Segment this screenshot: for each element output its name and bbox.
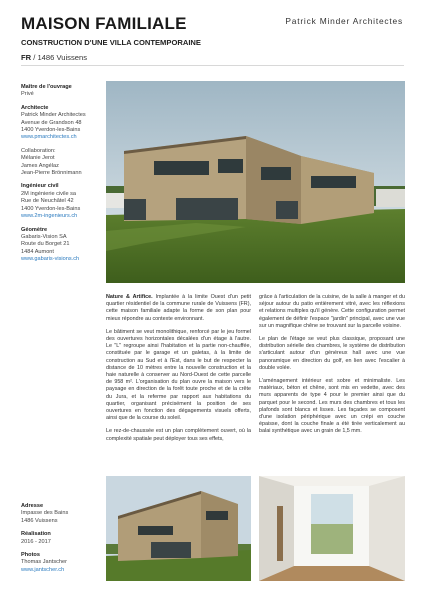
- address-line: 1486 Vuissens: [21, 517, 58, 524]
- owner-value: Privé: [21, 91, 34, 98]
- paragraph: Le bâtiment se veut monolithique, renforcé par le jeu formel des ouvertures horizontales décalées d'un étage à l'autre. Le "L" regroupe ainsi l'habitation et la partie non-chauffée, constituée par le garage et un galetas, à la limite de construction au Sud et à l'Est, dans le but de respecter la distance de 10 mètres entre la nouvelle construction et la haie naturelle à conserver au Nord-Ouest de cette parcelle de 958 m². L'organisation du plan ouvre la maison vers le paysage en direction de la forêt toute proche et de la crête du Jura, et la referme par rapport aux habitations du quartier, organisant précisément la position de ses ouvertures en fonction des dégagements visuels offerts, ainsi que de la course du soleil.: [106, 328, 251, 422]
- page-title: MAISON FAMILIALE: [21, 14, 187, 33]
- collaboration-block: [21, 148, 103, 178]
- photos-label: Photos: [21, 552, 40, 559]
- architect-link[interactable]: www.pmarchitectes.ch: [21, 134, 77, 141]
- location-code: FR: [21, 53, 32, 62]
- collab-line: James Angélaz: [21, 162, 59, 169]
- realisation-block: [21, 531, 103, 546]
- hero-house-photo: [106, 81, 405, 283]
- architect-line: 1400 Yverdon-les-Bains: [21, 127, 81, 134]
- location-text: / 1486 Vuissens: [31, 53, 87, 62]
- address-block: [21, 503, 103, 525]
- photos-value: Thomas Jantscher: [21, 559, 68, 566]
- address-label: Adresse: [21, 503, 44, 509]
- paragraph: Le plan de l'étage se veut plus classique, proposant une distribution sérielle des chambres, le système de distribution s'articulant autour d'un généreux hall avec une vue panoramique en direction du golf, en lien avec l'escalier à double volée.: [259, 336, 405, 371]
- geometer-block: [21, 227, 103, 264]
- engineer-line: 1400 Yverdon-les-Bains: [21, 205, 81, 212]
- interior-photo: [259, 476, 405, 581]
- collab-line: Collaboration:: [21, 147, 56, 154]
- owner-block: [21, 84, 103, 99]
- exterior-photo: [106, 476, 251, 581]
- page-subtitle: CONSTRUCTION D'UNE VILLA CONTEMPORAINE: [21, 38, 201, 47]
- sidebar-credits: [21, 84, 103, 270]
- engineer-label: Ingénieur civil: [21, 183, 59, 190]
- geometer-line: Gabaris-Vision SA: [21, 233, 67, 240]
- paragraph-text: Implantée à la limite Ouest d'un petit quartier résidentiel de la commune rurale de Vuissens (FR), cette maison familiale adapte la forme de son plan pour mieux répondre au contexte environnant.: [106, 294, 251, 322]
- engineer-line: 2M ingénierie civile sa: [21, 190, 77, 197]
- interior-image: [259, 476, 405, 581]
- geometer-line: 1484 Aumont: [21, 248, 54, 255]
- architect-label: Architecte: [21, 104, 49, 111]
- engineer-link[interactable]: www.2m-ingenieurs.ch: [21, 213, 78, 220]
- lead-title: Nature & Artifice.: [106, 294, 153, 300]
- architect-line: Patrick Minder Architectes: [21, 112, 86, 119]
- architect-block: [21, 105, 103, 142]
- article-column-2: [259, 294, 405, 442]
- paragraph: Le rez-de-chaussée est un plan complètement ouvert, où la complexité spatiale peut déployer tous ses effets,: [106, 428, 251, 442]
- location: [21, 53, 87, 62]
- realisation-label: Réalisation: [21, 531, 51, 538]
- realisation-value: 2016 - 2017: [21, 538, 51, 545]
- photos-block: [21, 552, 103, 574]
- brand-logo: Patrick Minder Architectes: [285, 16, 403, 26]
- geometer-link[interactable]: www.gabaris-visions.ch: [21, 256, 80, 263]
- engineer-block: [21, 183, 103, 220]
- address-line: Impasse des Bains: [21, 510, 69, 517]
- geometer-line: Route du Borget 21: [21, 241, 70, 248]
- house-exterior-image: [106, 81, 405, 283]
- sidebar-project-info: [21, 503, 103, 580]
- article-column-1: [106, 294, 251, 449]
- paragraph: grâce à l'articulation de la cuisine, de la salle à manger et du séjour autour du patio entièrement vitré, avec les réflexions et relations multiples qu'il génère. Cette configuration permet également de définir l'espace "jardin" principal, avec une vue sur un magnifique chêne se trouvant sur la parcelle voisine.: [259, 294, 405, 329]
- geometer-label: Géomètre: [21, 226, 48, 233]
- owner-label: Maître de l'ouvrage: [21, 84, 72, 90]
- house-side-image: [106, 476, 251, 581]
- paragraph: L'aménagement intérieur est sobre et minimaliste. Les matériaux, béton et chêne, sont mis en vedette, avec des murs apparents de type 4 pour le premier ainsi que du parquet pour le second. Les murs des chambres et tous les plafonds sont blancs et lisses. Les façades se composent d'une isolation périphérique avec un crépi en couche épaisse, dont la couche finale a été tirée verticalement au balai synthétique avec un grain de 1,5 mm.: [259, 378, 405, 435]
- collab-line: Jean-Pierre Brönnimann: [21, 170, 82, 177]
- engineer-line: Rue de Neuchâtel 42: [21, 198, 74, 205]
- paragraph: [106, 294, 251, 323]
- header-divider: [21, 65, 404, 66]
- architect-line: Avenue de Grandson 48: [21, 119, 82, 126]
- photos-link[interactable]: www.jantscher.ch: [21, 566, 65, 573]
- collab-line: Mélanie Jerot: [21, 155, 55, 162]
